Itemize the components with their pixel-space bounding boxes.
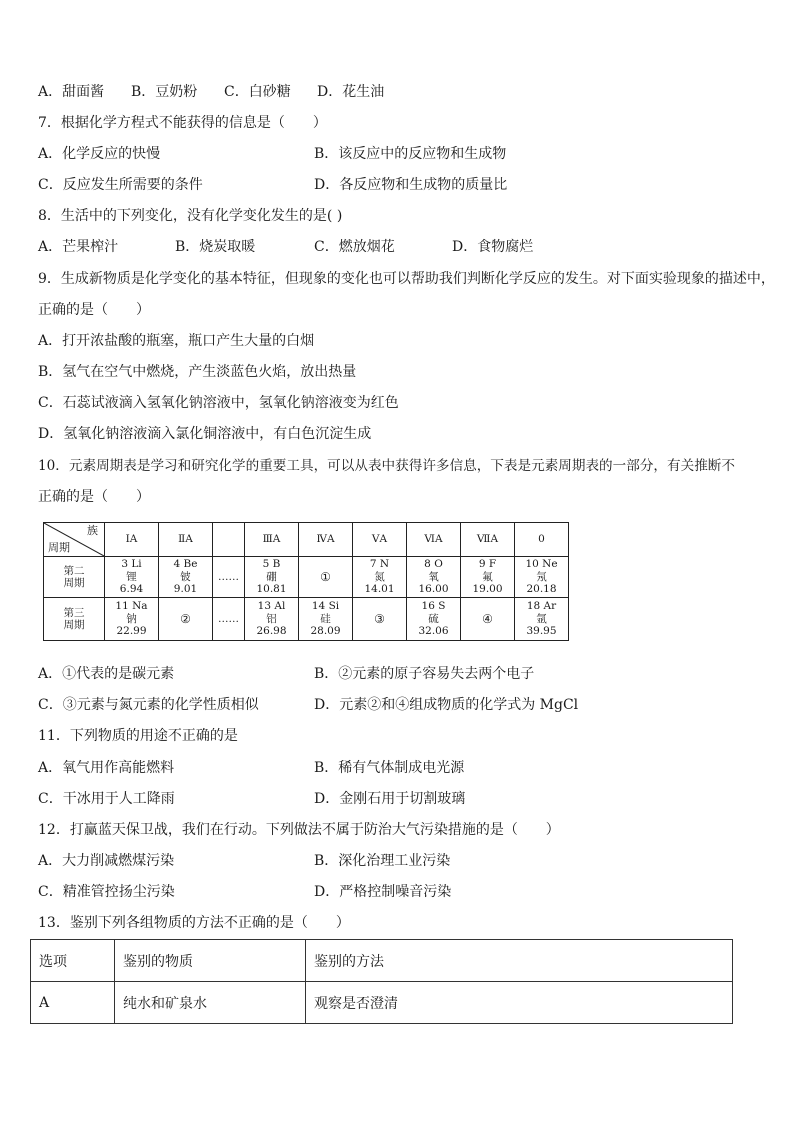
element-cell: 13 Al 铝 26.98 xyxy=(245,598,299,641)
group-header: ⅥA xyxy=(407,523,461,557)
period-cell: 第二 周期 xyxy=(44,557,105,598)
group-header: 0 xyxy=(515,523,569,557)
q7-option-a: A．化学反应的快慢 xyxy=(38,146,161,162)
element-cell: 9 F 氟 19.00 xyxy=(461,557,515,598)
q9-option-b: B．氢气在空气中燃烧，产生淡蓝色火焰，放出热量 xyxy=(38,364,357,380)
q6-option-c: C．白砂糖 xyxy=(224,84,291,100)
unknown-element-cell: ③ xyxy=(353,598,407,641)
q11-stem: 11．下列物质的用途不正确的是 xyxy=(38,728,238,744)
q9-option-c: C．石蕊试液滴入氢氧化钠溶液中，氢氧化钠溶液变为红色 xyxy=(38,395,399,411)
element-cell: 7 N 氮 14.01 xyxy=(353,557,407,598)
table-cell: 观察是否澄清 xyxy=(306,982,733,1024)
table-cell: A xyxy=(31,982,115,1024)
q7-stem: 7．根据化学方程式不能获得的信息是（ ） xyxy=(38,115,327,131)
table-row xyxy=(44,557,569,598)
group-label: 族 xyxy=(87,524,98,537)
group-header: ⅡA xyxy=(159,523,213,557)
q11-option-a: A．氧气用作高能燃料 xyxy=(38,760,175,776)
q10-stem-line2: 正确的是（ ） xyxy=(38,489,150,505)
q11-option-d: D．金刚石用于切割玻璃 xyxy=(314,791,466,807)
q10-option-b: B．②元素的原子容易失去两个电子 xyxy=(314,666,535,682)
table-header-cell: 鉴别的方法 xyxy=(306,940,733,982)
table-header-cell: 选项 xyxy=(31,940,115,982)
period-label: 周期 xyxy=(48,540,70,554)
q8-option-c: C．燃放烟花 xyxy=(314,239,395,255)
q7-option-c: C．反应发生所需要的条件 xyxy=(38,177,203,193)
q11-option-b: B．稀有气体制成电光源 xyxy=(314,760,465,776)
period-cell: 第三 周期 xyxy=(44,598,105,641)
group-header xyxy=(213,523,245,557)
periodic-table-corner xyxy=(44,523,105,557)
table-header-row xyxy=(31,940,733,982)
element-cell: 18 Ar 氩 39.95 xyxy=(515,598,569,641)
q12-stem: 12．打赢蓝天保卫战，我们在行动。下列做法不属于防治大气污染措施的是（ ） xyxy=(38,822,560,838)
table-cell: 纯水和矿泉水 xyxy=(115,982,306,1024)
q10-option-c: C．③元素与氮元素的化学性质相似 xyxy=(38,697,259,713)
group-header: ⅠA xyxy=(105,523,159,557)
element-cell: 10 Ne 氖 20.18 xyxy=(515,557,569,598)
element-cell: 5 B 硼 10.81 xyxy=(245,557,299,598)
unknown-element-cell: ① xyxy=(299,557,353,598)
q6-option-a: A．甜面酱 xyxy=(38,84,105,100)
q12-option-d: D．严格控制噪音污染 xyxy=(314,884,452,900)
q12-option-c: C．精准管控扬尘污染 xyxy=(38,884,175,900)
unknown-element-cell: ② xyxy=(159,598,213,641)
q7-option-b: B．该反应中的反应物和生成物 xyxy=(314,146,507,162)
ellipsis-cell: …… xyxy=(213,598,245,641)
q10-stem-line1: 10．元素周期表是学习和研究化学的重要工具，可以从表中获得许多信息，下表是元素周期表的一部分，有关推断不 xyxy=(38,458,735,474)
q9-stem-line2: 正确的是（ ） xyxy=(38,302,150,318)
group-header: ⅤA xyxy=(353,523,407,557)
q9-option-d: D．氢氧化钠溶液滴入氯化铜溶液中，有白色沉淀生成 xyxy=(38,426,372,442)
group-header: ⅣA xyxy=(299,523,353,557)
q7-option-d: D．各反应物和生成物的质量比 xyxy=(314,177,508,193)
identification-table xyxy=(30,939,733,1024)
ellipsis-cell: …… xyxy=(213,557,245,598)
unknown-element-cell: ④ xyxy=(461,598,515,641)
q9-option-a: A．打开浓盐酸的瓶塞，瓶口产生大量的白烟 xyxy=(38,333,315,349)
q10-option-a: A．①代表的是碳元素 xyxy=(38,666,175,682)
group-header: ⅦA xyxy=(461,523,515,557)
q8-option-a: A．芒果榨汁 xyxy=(38,239,119,255)
table-row xyxy=(31,982,733,1024)
q8-option-d: D．食物腐烂 xyxy=(452,239,534,255)
q6-option-b: B．豆奶粉 xyxy=(131,84,198,100)
element-cell: 4 Be 铍 9.01 xyxy=(159,557,213,598)
q11-option-c: C．干冰用于人工降雨 xyxy=(38,791,175,807)
q6-option-d: D．花生油 xyxy=(317,84,385,100)
q13-stem: 13．鉴别下列各组物质的方法不正确的是（ ） xyxy=(38,915,350,931)
element-cell: 16 S 硫 32.06 xyxy=(407,598,461,641)
table-header-cell: 鉴别的物质 xyxy=(115,940,306,982)
periodic-table xyxy=(43,522,569,641)
table-row xyxy=(44,598,569,641)
q10-option-d: D．元素②和④组成物质的化学式为 MgCl xyxy=(314,697,579,713)
q8-option-b: B．烧炭取暖 xyxy=(175,239,256,255)
element-cell: 11 Na 钠 22.99 xyxy=(105,598,159,641)
element-cell: 8 O 氧 16.00 xyxy=(407,557,461,598)
q12-option-a: A．大力削减燃煤污染 xyxy=(38,853,175,869)
group-header: ⅢA xyxy=(245,523,299,557)
element-cell: 14 Si 硅 28.09 xyxy=(299,598,353,641)
q9-stem-line1: 9．生成新物质是化学变化的基本特征，但现象的变化也可以帮助我们判断化学反应的发生。对下面实验现象的描述中， xyxy=(38,271,775,287)
q8-stem: 8．生活中的下列变化，没有化学变化发生的是( ) xyxy=(38,208,343,224)
q12-option-b: B．深化治理工业污染 xyxy=(314,853,451,869)
element-cell: 3 Li 锂 6.94 xyxy=(105,557,159,598)
